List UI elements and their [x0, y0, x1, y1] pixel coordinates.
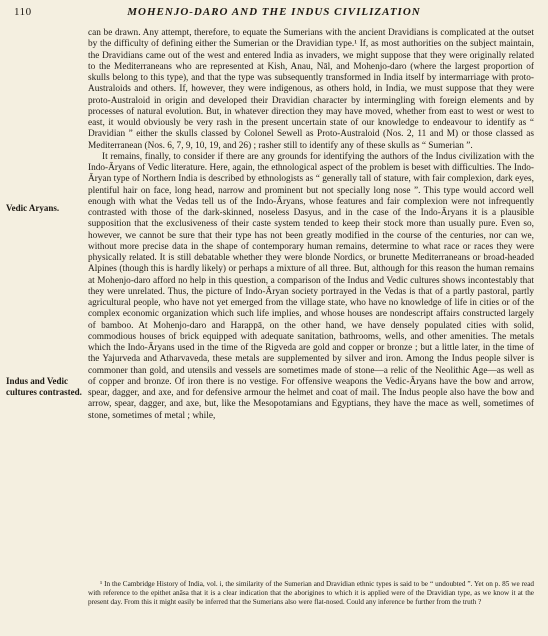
margin-note-vedic-aryans: Vedic Aryans.	[6, 203, 60, 213]
page-number: 110	[14, 6, 32, 18]
body-text	[88, 28, 534, 422]
margin-note-indus-vedic: Indus and Vedic cultures contrasted.	[6, 376, 82, 397]
paragraph-1: can be drawn. Any attempt, therefore, to equate the Sumerians with the ancient Dravidians is complicated at the outset by the difficulty of defining either the Sumerian or the Dravidian type.¹ If, as most authorities on the subject maintain, the Dravidians came out of the west and entered India as invaders, we might suppose that they were originally related to the Mediterraneans who are represented at Kish, Anau, Nāl, and Mohenjo-daro (where the largest proportion of skulls belong to this type), and that the type was subsequently transformed in India itself by intermarriage with proto-Australoids and others. If, however, they were indigenous, as others hold, in India, we must suppose that they were proto-Australoid in origin and developed their Dravidian character by intermingling with foreign elements and by processes of natural evolution. But, in whatever direction they may have moved, whether from east to west or west to east, it would obviously be very rash in the present uncertain state of our knowledge to endeavour to identify as “ Dravidian ” either the skulls classed by Colonel Sewell as Proto-Australoid (Nos. 2, 11 and M) or those classed as Mediterranean (Nos. 6, 7, 9, 10, 19, and 26) ; rasher still to identify any of these skulls as “ Sumerian ”.	[88, 28, 534, 151]
footnote-text: ¹ In the Cambridge History of India, vol. i, the similarity of the Sumerian and Dravidian ethnic types is said to be “ undoubted ”. Yet on p. 85 we read with reference to the epithet anāsa that it is a clear indication that the aborigines to which it is applied were of the Dravidian type, as we know it at the present day. From this it might easily be inferred that the Sumerians also were flat-nosed. Could any inference be further from the truth ?	[88, 580, 534, 607]
paragraph-2: It remains, finally, to consider if there are any grounds for identifying the authors of the Indus civilization with the Indo-Āryans of Vedic literature. Here, again, the ethnological aspect of the problem is beset with difficulties. The Indo-Āryan type of Northern India is described by ethnologists as “ generally tall of stature, with fair complexion, dark eyes, plentiful hair on face, long head, narrow and prominent but not specially long nose ”. This type would accord well enough with what the Vedas tell us of the Indo-Āryans, whose features and fair complexion were not infrequently contrasted with those of the dark-skinned, noseless Dasyus, and in the case of the Indo-Āryans it is a plausible supposition that the exclusiveness of their caste system tended to keep their stock more than usually pure. Even so, however, we cannot be sure that their type has not been greatly modified in the course of the centuries, nor can we, without more precise data in the shape of contemporary human remains, determine to what race or races they were physically related. It is still debatable whether they were blonde Nordics, or brunette Mediterraneans or broad-headed Alpines (though this is hardly likely) or perhaps a mixture of all three. But, although for this reason the human remains at Mohenjo-daro afford no help in this question, a comparison of the Indus and Vedic cultures shows incontestably that they were unrelated. Thus, the picture of Indo-Āryan society portrayed in the Vedas is that of a partly pastoral, partly agricultural people, who have not yet emerged from the village state, who have no knowledge of life in cities or of the complex economic organization which such life implies, and whose houses are nondescript affairs constructed largely of bamboo. At Mohenjo-daro and Harappā, on the other hand, we have densely populated cities with solid, commodious houses of brick equipped with adequate sanitation, bathrooms, wells, and other amenities. The metals which the Indo-Āryans used in the time of the Rigveda are gold and copper or bronze ; but a little later, in the time of the Yajurveda and Atharvaveda, these metals are supplemented by silver and iron. Among the Indus people silver is commoner than gold, and utensils and vessels are sometimes made of stone—a relic of the Neolithic Age—as well as of copper and bronze. Of iron there is no vestige. For offensive weapons the Vedic-Āryans have the bow and arrow, spear, dagger, and axe, and for defensive armour the helmet and coat of mail. The Indus people also have the bow and arrow, spear, dagger, and axe, but, like the Mesopotamians and Egyptians, they have the mace as well, sometimes of stone, sometimes of metal ; while,	[88, 151, 534, 421]
running-header	[14, 6, 534, 22]
running-title: MOHENJO-DARO AND THE INDUS CIVILIZATION	[127, 6, 421, 18]
footnote	[88, 580, 534, 608]
